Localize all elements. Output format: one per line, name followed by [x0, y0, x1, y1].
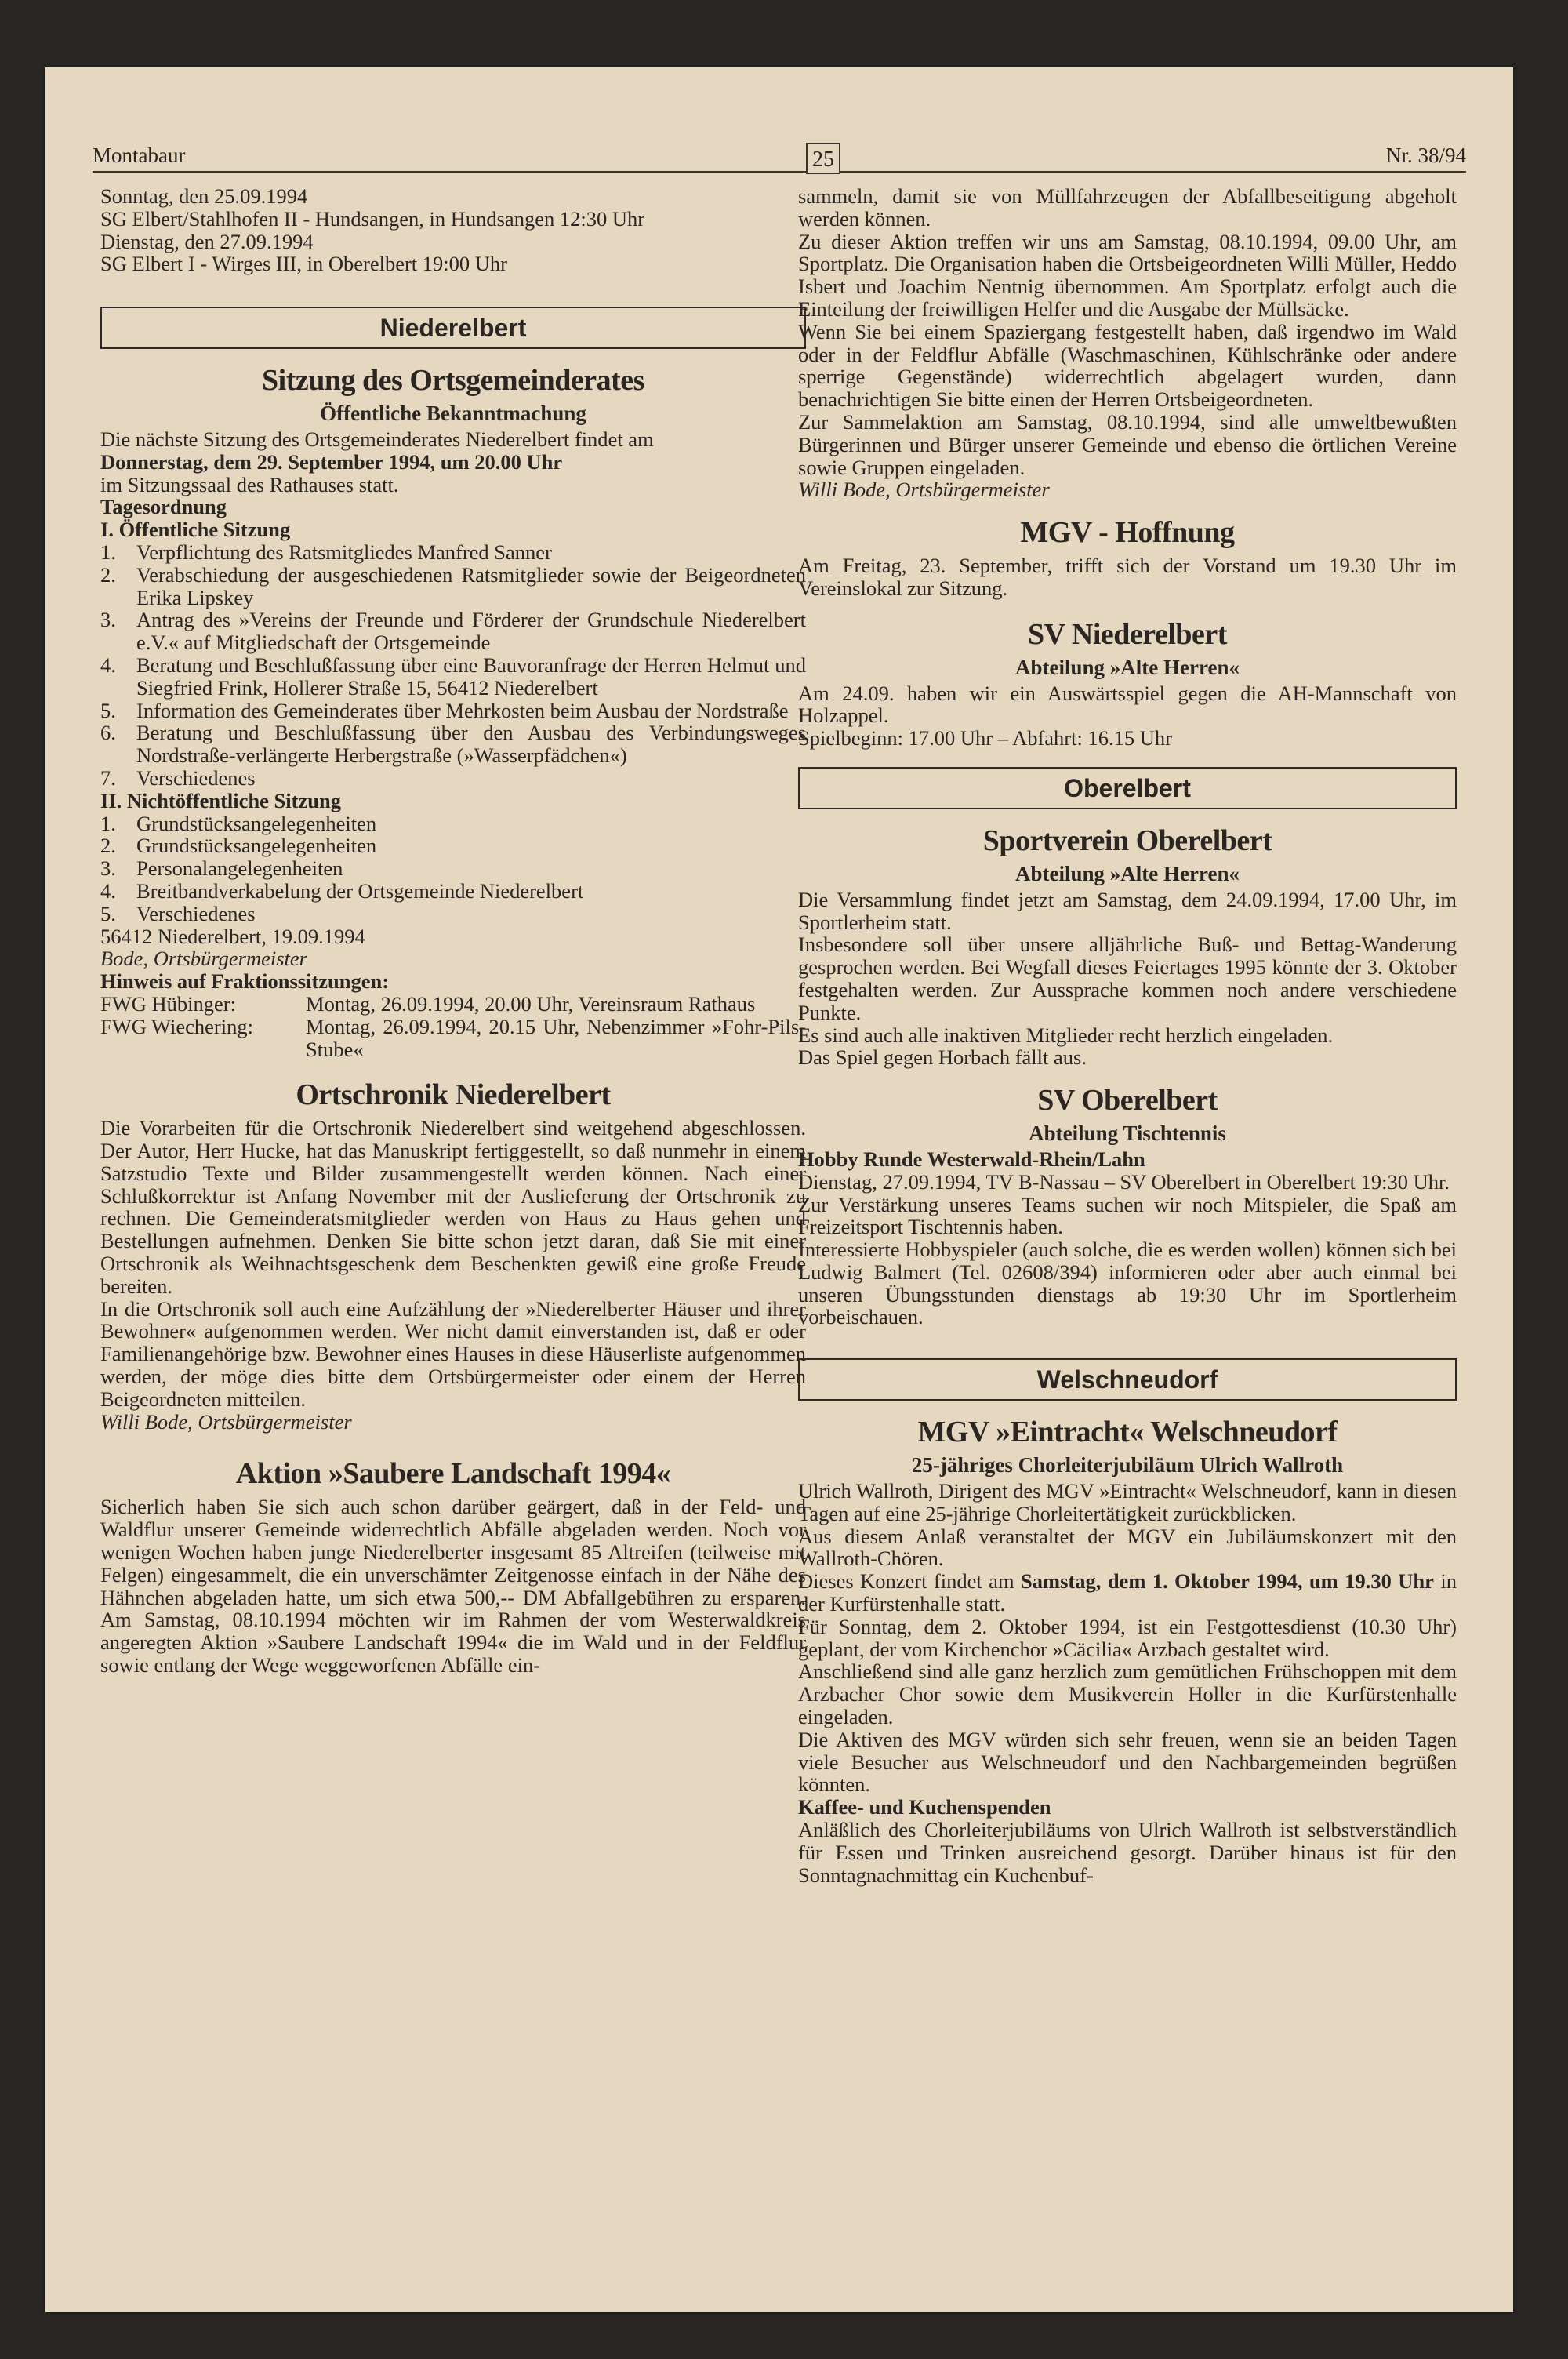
- paragraph: Es sind auch alle inaktiven Mitglieder recht herzlich eingeladen.: [798, 1023, 1334, 1047]
- agenda-item: 3. Personalangelegenheiten: [100, 856, 343, 881]
- right-column: [798, 185, 1457, 1886]
- article-title: SV Oberelbert: [1037, 1084, 1218, 1118]
- concert-date: Samstag, dem 1. Oktober 1994, um 19.30 Uhr: [1021, 1569, 1434, 1594]
- schedule-line: Sonntag, den 25.09.1994: [100, 184, 308, 208]
- agenda-item: 4. Breitbandverkabelung der Ortsgemeinde Niederelbert: [100, 878, 584, 903]
- paragraph: Sicherlich haben Sie sich auch schon darüber geärgert, daß in der Feld- und Waldflur unserer Gemeinde widerrechtlich Abfälle abgeladen werden. Noch vor wenigen Wochen haben junge Niederelberter insgesamt 85 Altreifen (teilweise mit Felgen) eingesammelt, die ein unverschämter Zeitgenosse einfach in der Nähe des Hähnchen abgeladen hatte, um sich etwa 500,-- DM Abfallgebühren zu ersparen. Am Samstag, 08.10.1994 möchten wir im Rahmen der vom Westerwaldkreis angeregten Aktion »Saubere Landschaft 1994« die im Wald und in der Feldflur sowie entlang der Wege weggeworfenen Abfälle ein-: [100, 1495, 806, 1677]
- paragraph: Zu dieser Aktion treffen wir uns am Samstag, 08.10.1994, 09.00 Uhr, am Sportplatz. Die Organisation haben die Ortsbeigeordneten Willi Müller, Heddo Isbert und Joachim Nentnig übernommen. Am Sportplatz erfolgt auch die Einteilung der freiwilligen Helfer und die Ausgabe der Müllsäcke.: [798, 229, 1457, 321]
- article-subtitle: Abteilung »Alte Herren«: [1015, 861, 1240, 885]
- paragraph: Das Spiel gegen Horbach fällt aus.: [798, 1045, 1087, 1070]
- paragraph: Insbesondere soll über unsere alljährliche Buß- und Bettag-Wanderung gesprochen werden. Bei Wegfall dieses Feiertages 1995 könnte der 3. Oktober festgehalten werden. Zur Aussprache kommen noch andere verschiedene Punkte.: [798, 932, 1457, 1024]
- section-box-oberelbert: [798, 767, 1457, 809]
- header-town: Montabaur: [93, 144, 186, 167]
- paragraph: sammeln, damit sie von Müllfahrzeugen der Abfallbeseitigung abgeholt werden können.: [798, 184, 1457, 231]
- subsection-heading: Hobby Runde Westerwald-Rhein/Lahn: [798, 1147, 1145, 1171]
- newspaper-page: [45, 67, 1513, 2312]
- paragraph: Dienstag, 27.09.1994, TV B-Nassau – SV Oberelbert in Oberelbert 19:30 Uhr.: [798, 1169, 1450, 1194]
- paragraph: Anschließend sind alle ganz herzlich zum gemütlichen Frühschoppen mit dem Arzbacher Chor sowie dem Musikverein Holler in die Kurfürstenhalle eingeladen.: [798, 1659, 1457, 1729]
- section-box-niederelbert: [100, 307, 806, 349]
- article-title: MGV - Hoffnung: [1020, 516, 1235, 550]
- paragraph: Spielbeginn: 17.00 Uhr – Abfahrt: 16.15 Uhr: [798, 726, 1172, 751]
- place-date: 56412 Niederelbert, 19.09.1994: [100, 924, 365, 948]
- fraktion-entry: FWG Wiechering: Montag, 26.09.1994, 20.15 Uhr, Nebenzimmer »Fohr-Pils-Stube«: [100, 1014, 806, 1061]
- article-subtitle: Öffentliche Bekanntmachung: [320, 402, 586, 426]
- meeting-date: Donnerstag, dem 29. September 1994, um 20.00 Uhr: [100, 449, 563, 474]
- article-subtitle: Abteilung »Alte Herren«: [1015, 655, 1240, 679]
- paragraph: Zur Sammelaktion am Samstag, 08.10.1994, sind alle umweltbewußten Bürgerinnen und Bürger unserer Gemeinde und ebenso die örtlichen Vereine sowie Gruppen eingeladen.: [798, 409, 1457, 479]
- paragraph: In die Ortschronik soll auch eine Aufzählung der »Niederelberter Häuser und ihrer Bewohner« aufgenommen werden. Wer nicht damit einverstanden ist, daß er oder Familienangehörige bzw. Bewohner eines Hauses in diese Häuserliste aufgenommen werden, der möge dies bitte dem Ortsbürgermeister oder einem der Herren Beigeordneten mitteilen.: [100, 1296, 806, 1411]
- schedule-line: SG Elbert I - Wirges III, in Oberelbert 19:00 Uhr: [100, 252, 507, 276]
- paragraph: im Sitzungssaal des Rathauses statt.: [100, 472, 399, 496]
- article-title: Sportverein Oberelbert: [982, 823, 1272, 857]
- issue-number: Nr. 38/94: [1385, 144, 1466, 167]
- paragraph: Aus diesem Anlaß veranstaltet der MGV ein Jubiläumskonzert mit den Wallroth-Chören.: [798, 1524, 1457, 1571]
- agenda-item: 5. Verschiedenes: [100, 901, 256, 925]
- fraktion-heading: Hinweis auf Fraktionssitzungen:: [100, 969, 390, 994]
- article-title: SV Niederelbert: [1028, 617, 1227, 651]
- fraktion-entry: FWG Hübinger: Montag, 26.09.1994, 20.00 Uhr, Vereinsraum Rathaus: [100, 991, 756, 1016]
- page-header: [93, 143, 1466, 173]
- signature: Bode, Ortsbürgermeister: [100, 947, 307, 971]
- article-title: Aktion »Saubere Landschaft 1994«: [235, 1457, 671, 1491]
- paragraph: Die nächste Sitzung des Ortsgemeinderates Niederelbert findet am: [100, 427, 654, 451]
- paragraph: Dieses Konzert findet am Samstag, dem 1. Oktober 1994, um 19.30 Uhr in der Kurfürstenhalle statt.: [798, 1569, 1457, 1616]
- paragraph: Wenn Sie bei einem Spaziergang festgestellt haben, daß irgendwo im Wald oder in der Feldflur Abfälle (Waschmaschinen, Kühlschränke oder andere sperrige Gegenstände) widerrechtlich abgelagert wurden, dann benachrichtigen Sie bitte einen der Herren Ortsbeigeordneten.: [798, 319, 1457, 412]
- article-subtitle: 25-jähriges Chorleiterjubiläum Ulrich Wallroth: [911, 1453, 1344, 1478]
- paragraph: Zur Verstärkung unseres Teams suchen wir noch Mitspieler, die Spaß am Freizeitsport Tischtennis haben.: [798, 1192, 1457, 1239]
- agenda-item: 7. Verschiedenes: [100, 765, 256, 790]
- left-column: [100, 185, 806, 1677]
- schedule-line: SG Elbert/Stahlhofen II - Hundsangen, in Hundsangen 12:30 Uhr: [100, 206, 645, 231]
- agenda-item: 6. Beratung und Beschlußfassung über den Ausbau des Verbindungsweges Nordstraße-verlängerte Herbergstraße (»Wasserpfädchen«): [100, 721, 806, 768]
- agenda-item: 2. Grundstücksangelegenheiten: [100, 834, 377, 858]
- paragraph: Am Freitag, 23. September, trifft sich der Vorstand um 19.30 Uhr im Vereinslokal zur Sitzung.: [798, 554, 1457, 600]
- signature: Willi Bode, Ortsbürgermeister: [100, 1409, 352, 1434]
- page-number: 25: [806, 143, 840, 174]
- agenda-item: 4. Beratung und Beschlußfassung über eine Bauvoranfrage der Herren Helmut und Siegfried Frink, Hollerer Straße 15, 56412 Niederelbert: [100, 652, 806, 700]
- section-title: Niederelbert: [379, 313, 527, 342]
- paragraph: Am 24.09. haben wir ein Auswärtsspiel gegen die AH-Mannschaft von Holzappel.: [798, 681, 1457, 728]
- agenda-heading: I. Öffentliche Sitzung: [100, 518, 291, 542]
- signature: Willi Bode, Ortsbürgermeister: [798, 478, 1050, 502]
- agenda-item: 1. Grundstücksangelegenheiten: [100, 811, 377, 835]
- article-title: Sitzung des Ortsgemeinderates: [262, 364, 644, 398]
- paragraph: Ulrich Wallroth, Dirigent des MGV »Eintracht« Welschneudorf, kann in diesen Tagen auf eine 25-jährige Chorleitertätigkeit zurückblicken.: [798, 1479, 1457, 1525]
- paragraph: Die Vorarbeiten für die Ortschronik Niederelbert sind weitgehend abgeschlossen. Der Autor, Herr Hucke, hat das Manuskript fertiggestellt, so daß nunmehr in einem Satzstudio Texte und Bilder zusammengestellt werden können. Nach einer Schlußkorrektur ist Anfang November mit der Auslieferung der Ortschronik zu rechnen. Die Gemeinderatsmitglieder werden von Haus zu Haus gehen und Bestellungen aufnehmen. Denken Sie bitte schon jetzt daran, daß Sie mit einer Ortschronik als Weihnachtsgeschenk dem Beschenkten gewiß eine große Freude bereiten.: [100, 1116, 806, 1298]
- agenda-item: 1. Verpflichtung des Ratsmitgliedes Manfred Sanner: [100, 540, 552, 564]
- schedule-line: Dienstag, den 27.09.1994: [100, 229, 314, 253]
- agenda-item: 5. Information des Gemeinderates über Mehrkosten beim Ausbau der Nordstraße: [100, 698, 789, 722]
- section-title: Welschneudorf: [1036, 1365, 1218, 1394]
- section-box-welschneudorf: [798, 1358, 1457, 1401]
- paragraph: Für Sonntag, dem 2. Oktober 1994, ist ein Festgottesdienst (10.30 Uhr) geplant, der vom Kirchenchor »Cäcilia« Arzbach gestaltet wird.: [798, 1614, 1457, 1661]
- paragraph: Interessierte Hobbyspieler (auch solche, die es werden wollen) können sich bei Ludwig Balmert (Tel. 02608/394) informieren oder aber auch einmal bei unseren Übungsstunden dienstags ab 19:30 Uhr im Sportlerheim vorbeischauen.: [798, 1238, 1457, 1329]
- article-title: MGV »Eintracht« Welschneudorf: [917, 1416, 1338, 1449]
- section-title: Oberelbert: [1064, 773, 1191, 802]
- article-subtitle: Abteilung Tischtennis: [1029, 1121, 1226, 1146]
- agenda-item: 3. Antrag des »Vereins der Freunde und Förderer der Grundschule Niederelbert e.V.« auf Mitgliedschaft der Ortsgemeinde: [100, 608, 806, 655]
- subsection-heading: Kaffee- und Kuchenspenden: [798, 1795, 1051, 1819]
- agenda-heading: II. Nichtöffentliche Sitzung: [100, 788, 341, 812]
- paragraph: Die Aktiven des MGV würden sich sehr freuen, wenn sie an beiden Tagen viele Besucher aus Welschneudorf und den Nachbargemeinden begrüßen könnten.: [798, 1727, 1457, 1797]
- article-title: Ortschronik Niederelbert: [296, 1078, 611, 1112]
- paragraph: Die Versammlung findet jetzt am Samstag, dem 24.09.1994, 17.00 Uhr, im Sportlerheim statt.: [798, 887, 1457, 934]
- agenda-title: Tagesordnung: [100, 495, 227, 519]
- agenda-item: 2. Verabschiedung der ausgeschiedenen Ratsmitglieder sowie der Beigeordneten Erika Lipskey: [100, 562, 806, 609]
- paragraph: Anläßlich des Chorleiterjubiläums von Ulrich Wallroth ist selbstverständlich für Essen und Trinken ausreichend gesorgt. Darüber hinaus ist für den Sonntagnachmittag ein Kuchenbuf-: [798, 1818, 1457, 1887]
